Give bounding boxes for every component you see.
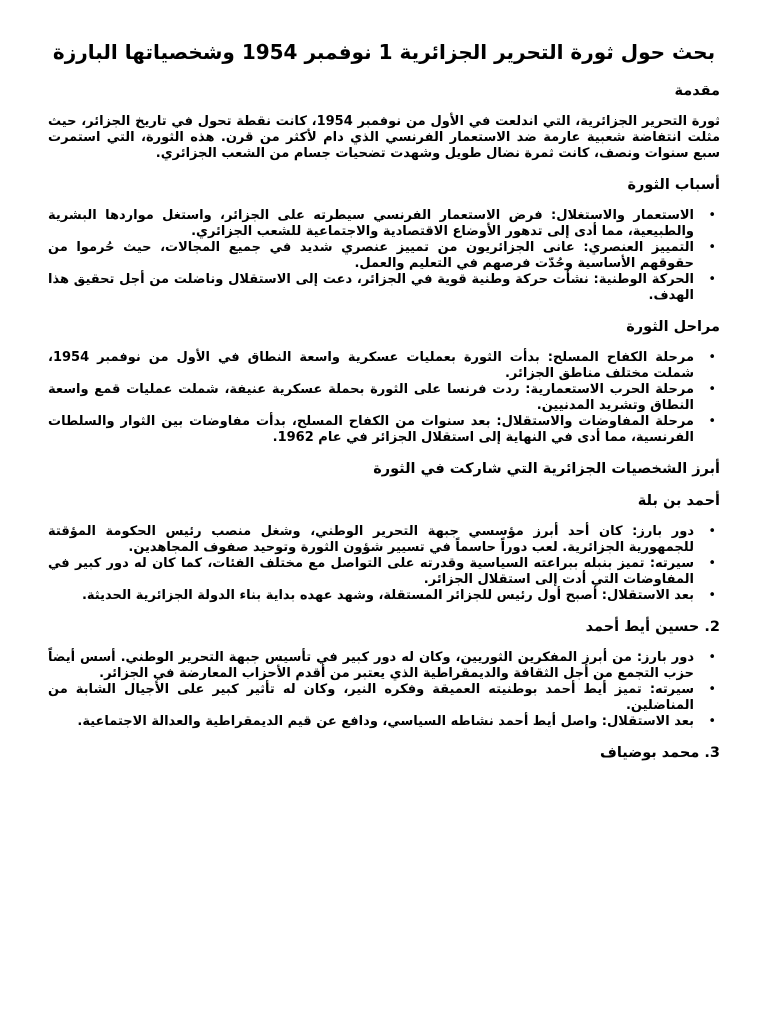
stages-heading: مراحل الثورة	[626, 319, 720, 335]
list-item: • الاستعمار والاستغلال: فرض الاستعمار الفرنسي سيطرته على الجزائر، واستغل مواردها البشرية والطبيعية، مما أدى إلى تدهور الأوضاع الاقتصادية والاجتماعية للشعب الجزائري.	[48, 208, 694, 240]
list-item: • سيرته: تميز أيط أحمد بوطنيته العميقة وفكره النير، وكان له تأثير كبير على الأجيال الشابة من المناضلين.	[48, 682, 694, 714]
list-item: • مرحلة المفاوضات والاستقلال: بعد سنوات من الكفاح المسلح، بدأت مفاوضات بين الثوار والسلطات الفرنسية، مما أدى في النهاية إلى استقلال الجزائر في عام 1962.	[48, 414, 694, 446]
document-title: بحث حول ثورة التحرير الجزائرية 1 نوفمبر 1954 وشخصياتها البارزة	[52, 40, 716, 64]
person-heading	[48, 744, 720, 762]
person-details-list	[48, 650, 720, 730]
document-page	[48, 40, 720, 776]
intro-paragraph: ثورة التحرير الجزائرية، التي اندلعت في الأول من نوفمبر 1954، كانت نقطة تحول في تاريخ الجزائر، حيث مثلت انتفاضة شعبية عارمة ضد الاستعمار الفرنسي الذي دام لأكثر من قرن. هذه الثورة، التي استمرت سبع سنوات ونصف، كانت ثمرة نضال طويل وشهدت تضحيات جسام من الشعب الجزائري.	[48, 114, 720, 161]
person-number: 3.	[704, 745, 720, 761]
person-heading	[48, 618, 720, 636]
person-name: محمد بوضياف	[600, 745, 700, 761]
person-details-list	[48, 524, 720, 604]
list-item: • دور بارز: من أبرز المفكرين الثوريين، وكان له دور كبير في تأسيس جبهة التحرير الوطني. أسس أيضاً حزب التجمع من أجل الثقافة والديمقراطية الذي يعتبر من أقدم الأحزاب المعارضة في الجزائر.	[48, 650, 694, 682]
list-item: • سيرته: تميز بنبله ببراعته السياسية وقدرته على التواصل مع مختلف الفئات، كما كان له دور كبير في المفاوضات التي أدت إلى استقلال الجزائر.	[48, 556, 694, 588]
list-item: • الحركة الوطنية: نشأت حركة وطنية قوية في الجزائر، دعت إلى الاستقلال وناضلت من أجل تحقيق هذا الهدف.	[48, 272, 694, 304]
stages-list	[48, 350, 720, 446]
person-heading	[48, 492, 720, 510]
intro-heading: مقدمة	[674, 83, 720, 99]
person-number: 2.	[704, 619, 720, 635]
list-item: • بعد الاستقلال: أصبح أول رئيس للجزائر المستقلة، وشهد عهده بداية بناء الدولة الجزائرية الحديثة.	[48, 588, 694, 604]
person-name: حسين أيط أحمد	[585, 619, 700, 635]
causes-list	[48, 208, 720, 304]
list-item: • بعد الاستقلال: واصل أيط أحمد نشاطه السياسي، ودافع عن قيم الديمقراطية والعدالة الاجتماعية.	[48, 714, 694, 730]
list-item: • التمييز العنصري: عانى الجزائريون من تمييز عنصري شديد في جميع المجالات، حيث حُرموا من حقوقهم الأساسية وحُدّت فرصهم في التعليم والعمل.	[48, 240, 694, 272]
person-name: أحمد بن بلة	[637, 493, 720, 509]
figures-heading: أبرز الشخصيات الجزائرية التي شاركت في الثورة	[373, 461, 720, 477]
list-item: • دور بارز: كان أحد أبرز مؤسسي جبهة التحرير الوطني، وشغل منصب رئيس الحكومة المؤقتة للجمهورية الجزائرية. لعب دوراً حاسماً في تسيير شؤون الثورة وتوحيد صفوف المجاهدين.	[48, 524, 694, 556]
list-item: • مرحلة الكفاح المسلح: بدأت الثورة بعمليات عسكرية واسعة النطاق في الأول من نوفمبر 1954، شملت مختلف مناطق الجزائر.	[48, 350, 694, 382]
list-item: • مرحلة الحرب الاستعمارية: ردت فرنسا على الثورة بحملة عسكرية عنيفة، شملت عمليات قمع واسعة النطاق وتشريد المدنيين.	[48, 382, 694, 414]
causes-heading: أسباب الثورة	[627, 177, 720, 193]
